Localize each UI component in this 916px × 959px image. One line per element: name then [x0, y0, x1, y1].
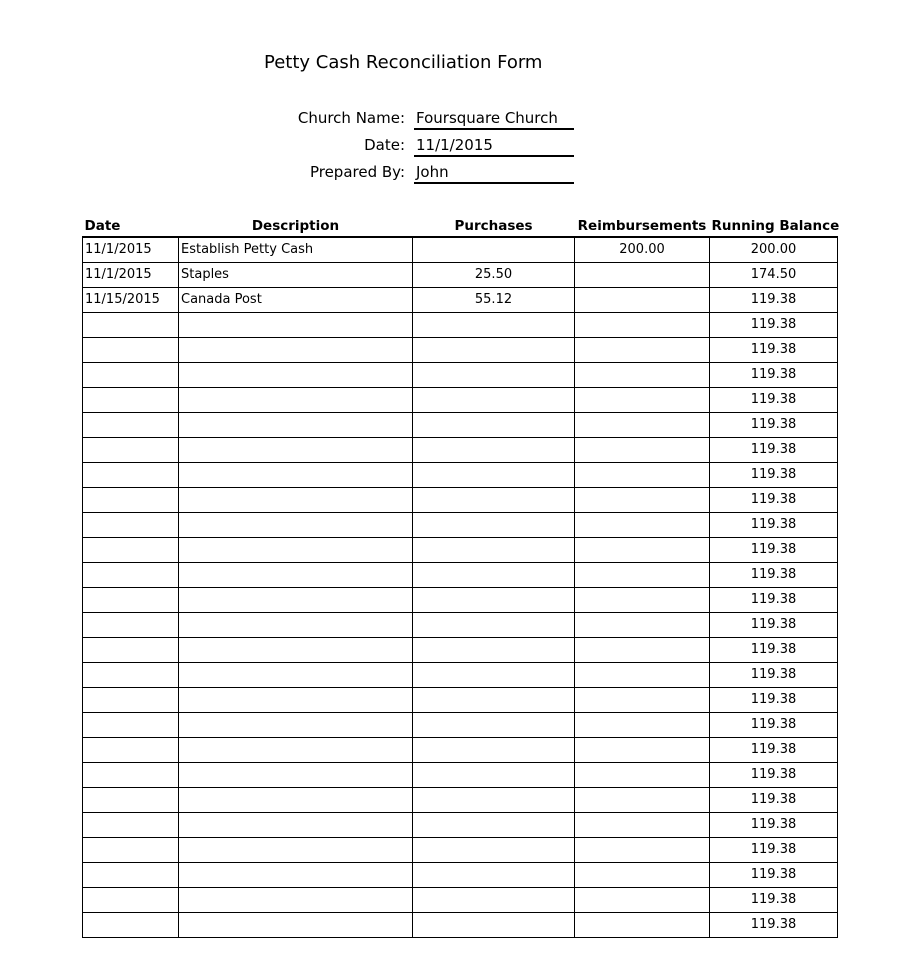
cell-running-balance[interactable]: 174.50 [710, 262, 838, 287]
table-row [83, 462, 838, 487]
cell-purchases[interactable] [413, 487, 575, 512]
cell-reimbursements[interactable] [575, 412, 710, 437]
cell-date[interactable] [83, 537, 179, 562]
form-title: Petty Cash Reconciliation Form [264, 52, 543, 73]
table-row [83, 787, 838, 812]
cell-reimbursements[interactable] [575, 837, 710, 862]
cell-reimbursements[interactable] [575, 787, 710, 812]
cell-purchases[interactable] [413, 362, 575, 387]
cell-description[interactable] [179, 887, 413, 912]
church-name-field[interactable]: Foursquare Church [414, 109, 574, 130]
cell-running-balance[interactable]: 119.38 [710, 887, 838, 912]
cell-purchases[interactable] [413, 337, 575, 362]
cell-description[interactable] [179, 662, 413, 687]
date-row [230, 133, 575, 159]
cell-description[interactable] [179, 412, 413, 437]
cell-reimbursements[interactable] [575, 437, 710, 462]
table-row [83, 837, 838, 862]
cell-description[interactable] [179, 812, 413, 837]
cell-purchases[interactable] [413, 462, 575, 487]
cell-purchases[interactable] [413, 637, 575, 662]
cell-date[interactable] [83, 762, 179, 787]
table-row [83, 237, 838, 262]
cell-running-balance[interactable]: 119.38 [710, 812, 838, 837]
cell-purchases[interactable] [413, 887, 575, 912]
column-header-date: Date [83, 213, 179, 237]
cell-purchases[interactable] [413, 512, 575, 537]
cell-purchases[interactable] [413, 387, 575, 412]
cell-purchases[interactable] [413, 312, 575, 337]
cell-reimbursements[interactable] [575, 687, 710, 712]
column-header-running-balance: Running Balance [710, 213, 838, 237]
column-header-purchases: Purchases [413, 213, 575, 237]
cell-reimbursements[interactable]: 200.00 [575, 237, 710, 262]
cell-description[interactable] [179, 687, 413, 712]
cell-date[interactable] [83, 312, 179, 337]
cell-purchases[interactable] [413, 612, 575, 637]
cell-description[interactable]: Establish Petty Cash [179, 237, 413, 262]
cell-description[interactable] [179, 712, 413, 737]
cell-running-balance[interactable]: 119.38 [710, 462, 838, 487]
cell-reimbursements[interactable] [575, 512, 710, 537]
cell-reimbursements[interactable] [575, 762, 710, 787]
cell-running-balance[interactable]: 119.38 [710, 637, 838, 662]
cell-date[interactable] [83, 912, 179, 937]
cell-running-balance[interactable]: 119.38 [710, 312, 838, 337]
cell-reimbursements[interactable] [575, 587, 710, 612]
cell-description[interactable] [179, 562, 413, 587]
cell-date[interactable] [83, 812, 179, 837]
cell-purchases[interactable] [413, 562, 575, 587]
cell-reimbursements[interactable] [575, 912, 710, 937]
column-header-description: Description [179, 213, 413, 237]
cell-description[interactable] [179, 787, 413, 812]
cell-reimbursements[interactable] [575, 812, 710, 837]
cell-purchases[interactable] [413, 837, 575, 862]
cell-description[interactable] [179, 862, 413, 887]
church-name-row [230, 106, 575, 132]
cell-purchases[interactable] [413, 412, 575, 437]
cell-reimbursements[interactable] [575, 712, 710, 737]
cell-purchases[interactable]: 55.12 [413, 287, 575, 312]
table-row [83, 512, 838, 537]
cell-running-balance[interactable]: 119.38 [710, 612, 838, 637]
cell-reimbursements[interactable] [575, 612, 710, 637]
cell-reimbursements[interactable] [575, 862, 710, 887]
cell-date[interactable] [83, 512, 179, 537]
cell-description[interactable] [179, 637, 413, 662]
cell-reimbursements[interactable] [575, 637, 710, 662]
cell-running-balance[interactable]: 119.38 [710, 537, 838, 562]
table-row [83, 912, 838, 937]
table-row [83, 662, 838, 687]
cell-reimbursements[interactable] [575, 337, 710, 362]
cell-running-balance[interactable]: 119.38 [710, 762, 838, 787]
cell-date[interactable]: 11/1/2015 [83, 262, 179, 287]
date-label: Date: [364, 136, 405, 154]
table-row [83, 487, 838, 512]
cell-running-balance[interactable]: 119.38 [710, 487, 838, 512]
cell-purchases[interactable] [413, 662, 575, 687]
table-row [83, 887, 838, 912]
cell-purchases[interactable] [413, 237, 575, 262]
prepared-by-field[interactable]: John [414, 163, 574, 184]
church-name-label: Church Name: [297, 109, 405, 127]
cell-purchases[interactable] [413, 587, 575, 612]
cell-description[interactable] [179, 537, 413, 562]
table-row [83, 437, 838, 462]
table-row [83, 712, 838, 737]
cell-purchases[interactable] [413, 737, 575, 762]
table-row [83, 562, 838, 587]
cell-running-balance[interactable]: 119.38 [710, 412, 838, 437]
cell-date[interactable] [83, 662, 179, 687]
cell-running-balance[interactable]: 119.38 [710, 587, 838, 612]
cell-date[interactable] [83, 487, 179, 512]
cell-date[interactable] [83, 712, 179, 737]
cell-date[interactable] [83, 587, 179, 612]
prepared-by-row [230, 160, 575, 186]
cell-running-balance[interactable]: 200.00 [710, 237, 838, 262]
cell-date[interactable] [83, 562, 179, 587]
cell-description[interactable] [179, 312, 413, 337]
cell-reimbursements[interactable] [575, 737, 710, 762]
cell-date[interactable] [83, 612, 179, 637]
cell-description[interactable] [179, 912, 413, 937]
table-row [83, 862, 838, 887]
cell-purchases[interactable] [413, 537, 575, 562]
cell-running-balance[interactable]: 119.38 [710, 862, 838, 887]
table-row [83, 362, 838, 387]
cell-purchases[interactable] [413, 787, 575, 812]
prepared-by-label: Prepared By: [309, 163, 405, 181]
cell-reimbursements[interactable] [575, 887, 710, 912]
cell-reimbursements[interactable] [575, 262, 710, 287]
cell-running-balance[interactable]: 119.38 [710, 287, 838, 312]
cell-description[interactable] [179, 387, 413, 412]
cell-date[interactable] [83, 862, 179, 887]
cell-date[interactable] [83, 387, 179, 412]
table-row [83, 812, 838, 837]
cell-reimbursements[interactable] [575, 362, 710, 387]
cell-description[interactable] [179, 337, 413, 362]
cell-description[interactable]: Canada Post [179, 287, 413, 312]
cell-running-balance[interactable]: 119.38 [710, 512, 838, 537]
cell-date[interactable] [83, 837, 179, 862]
cell-date[interactable]: 11/1/2015 [83, 237, 179, 262]
cell-purchases[interactable] [413, 912, 575, 937]
cell-reimbursements[interactable] [575, 537, 710, 562]
table-row [83, 337, 838, 362]
table-row [83, 762, 838, 787]
table-row [83, 412, 838, 437]
cell-running-balance[interactable]: 119.38 [710, 837, 838, 862]
cell-purchases[interactable] [413, 712, 575, 737]
cell-purchases[interactable] [413, 762, 575, 787]
ledger-header-row [83, 213, 838, 237]
cell-description[interactable] [179, 487, 413, 512]
cell-description[interactable] [179, 737, 413, 762]
column-header-reimbursements: Reimbursements [575, 213, 710, 237]
cell-date[interactable] [83, 887, 179, 912]
cell-description[interactable] [179, 587, 413, 612]
cell-reimbursements[interactable] [575, 312, 710, 337]
cell-running-balance[interactable]: 119.38 [710, 337, 838, 362]
cell-purchases[interactable] [413, 687, 575, 712]
cell-date[interactable] [83, 737, 179, 762]
cell-reimbursements[interactable] [575, 462, 710, 487]
cell-date[interactable] [83, 462, 179, 487]
table-row [83, 387, 838, 412]
cell-description[interactable] [179, 762, 413, 787]
table-row [83, 737, 838, 762]
table-row [83, 587, 838, 612]
cell-reimbursements[interactable] [575, 562, 710, 587]
cell-description[interactable]: Staples [179, 262, 413, 287]
cell-purchases[interactable] [413, 862, 575, 887]
cell-reimbursements[interactable] [575, 662, 710, 687]
date-field[interactable]: 11/1/2015 [414, 136, 574, 157]
cell-running-balance[interactable]: 119.38 [710, 562, 838, 587]
cell-running-balance[interactable]: 119.38 [710, 712, 838, 737]
cell-purchases[interactable] [413, 812, 575, 837]
cell-description[interactable] [179, 462, 413, 487]
cell-running-balance[interactable]: 119.38 [710, 662, 838, 687]
cell-reimbursements[interactable] [575, 387, 710, 412]
table-row [83, 312, 838, 337]
table-row [83, 537, 838, 562]
cell-purchases[interactable] [413, 437, 575, 462]
cell-running-balance[interactable]: 119.38 [710, 437, 838, 462]
cell-date[interactable]: 11/15/2015 [83, 287, 179, 312]
cell-reimbursements[interactable] [575, 287, 710, 312]
ledger-table [82, 213, 838, 938]
cell-date[interactable] [83, 337, 179, 362]
table-row [83, 287, 838, 312]
cell-purchases[interactable]: 25.50 [413, 262, 575, 287]
cell-running-balance[interactable]: 119.38 [710, 737, 838, 762]
cell-date[interactable] [83, 437, 179, 462]
cell-reimbursements[interactable] [575, 487, 710, 512]
table-row [83, 612, 838, 637]
cell-running-balance[interactable]: 119.38 [710, 687, 838, 712]
ledger-body [83, 237, 838, 937]
cell-date[interactable] [83, 412, 179, 437]
cell-date[interactable] [83, 787, 179, 812]
table-row [83, 262, 838, 287]
cell-description[interactable] [179, 612, 413, 637]
cell-description[interactable] [179, 837, 413, 862]
cell-date[interactable] [83, 637, 179, 662]
table-row [83, 687, 838, 712]
cell-running-balance[interactable]: 119.38 [710, 387, 838, 412]
cell-description[interactable] [179, 362, 413, 387]
cell-description[interactable] [179, 512, 413, 537]
cell-date[interactable] [83, 362, 179, 387]
table-row [83, 637, 838, 662]
cell-running-balance[interactable]: 119.38 [710, 787, 838, 812]
cell-running-balance[interactable]: 119.38 [710, 362, 838, 387]
cell-description[interactable] [179, 437, 413, 462]
cell-date[interactable] [83, 687, 179, 712]
cell-running-balance[interactable]: 119.38 [710, 912, 838, 937]
